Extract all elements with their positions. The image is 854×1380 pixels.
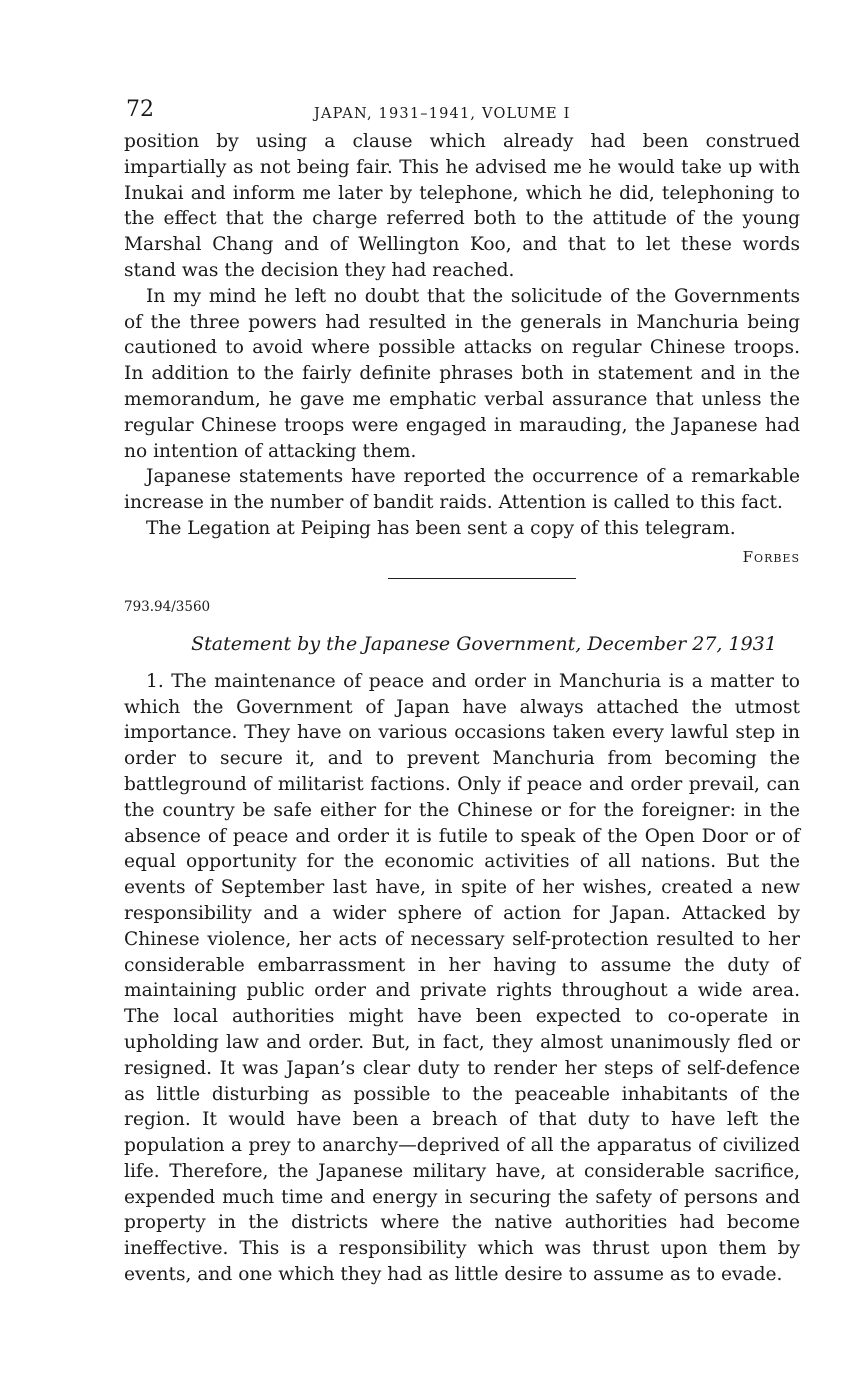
- statement-body: [124, 669, 800, 1288]
- paragraph: Japanese statements have reported the occurrence of a remarkable increase in the number of bandit raids. Attention is called to this fact.: [124, 466, 800, 514]
- document-page: [124, 95, 800, 1288]
- running-header: [124, 95, 800, 129]
- running-title: JAPAN, 1931–1941, VOLUME I: [314, 106, 571, 122]
- paragraph: position by using a clause which already had been construed impartially as not being fair. This he advised me he would take up with Inukai and inform me later by telephone, which he did, telephoning to the effect that the charge referred both to the attitude of the young Marshal Chang and of Wellington Koo, and that to let these words stand was the decision they had reached.: [124, 131, 800, 281]
- paragraph: The Legation at Peiping has been sent a copy of this telegram.: [146, 517, 736, 539]
- page-number: 72: [126, 97, 154, 122]
- file-number: 793.94/3560: [124, 598, 211, 615]
- continued-telegram: [124, 129, 800, 542]
- paragraph: 1. The maintenance of peace and order in Manchuria is a matter to which the Government of Japan have always attached the utmost importance. They have on various occasions taken every lawful step in order to secure it, and to prevent Manchuria from becoming the battleground of militarist factions. Only if peace and order prevail, can the country be safe either for the Chinese or for the foreigner: in the absence of peace and order it is futile to speak of the Open Door or of equal opportunity for the economic activities of all nations. But the events of September last have, in spite of her wishes, created a new responsibility and a wider sphere of action for Japan. Attacked by Chinese violence, her acts of necessary self-protection resulted to her considerable embarrassment in her having to assume the duty of maintaining public order and private rights throughout a wide area. The local authorities might have been expected to co-operate in upholding law and order. But, in fact, they almost unanimously fled or resigned. It was Japan’s clear duty to render her steps of self-defence as little disturbing as possible to the peaceable inhabitants of the region. It would have been a breach of that duty to have left the population a prey to anarchy—deprived of all the apparatus of civilized life. Therefore, the Japanese military have, at considerable sacrifice, expended much time and energy in securing the safety of persons and property in the districts where the native authorities had become ineffective. This is a responsibility which was thrust upon them by events, and one which they had as little desire to assume as to evade.: [124, 670, 800, 1286]
- document-title: Statement by the Japanese Government, December 27, 1931: [191, 632, 777, 655]
- section-divider: [388, 578, 576, 579]
- paragraph: In my mind he left no doubt that the solicitude of the Governments of the three powers had resulted in the generals in Manchuria being cautioned to avoid where possible attacks on regular Chinese troops. In addition to the fairly definite phrases both in statement and in the memorandum, he gave me emphatic verbal assurance that unless the regular Chinese troops were engaged in marauding, the Japanese had no intention of attacking them.: [124, 285, 800, 462]
- signature: Forbes: [742, 547, 800, 566]
